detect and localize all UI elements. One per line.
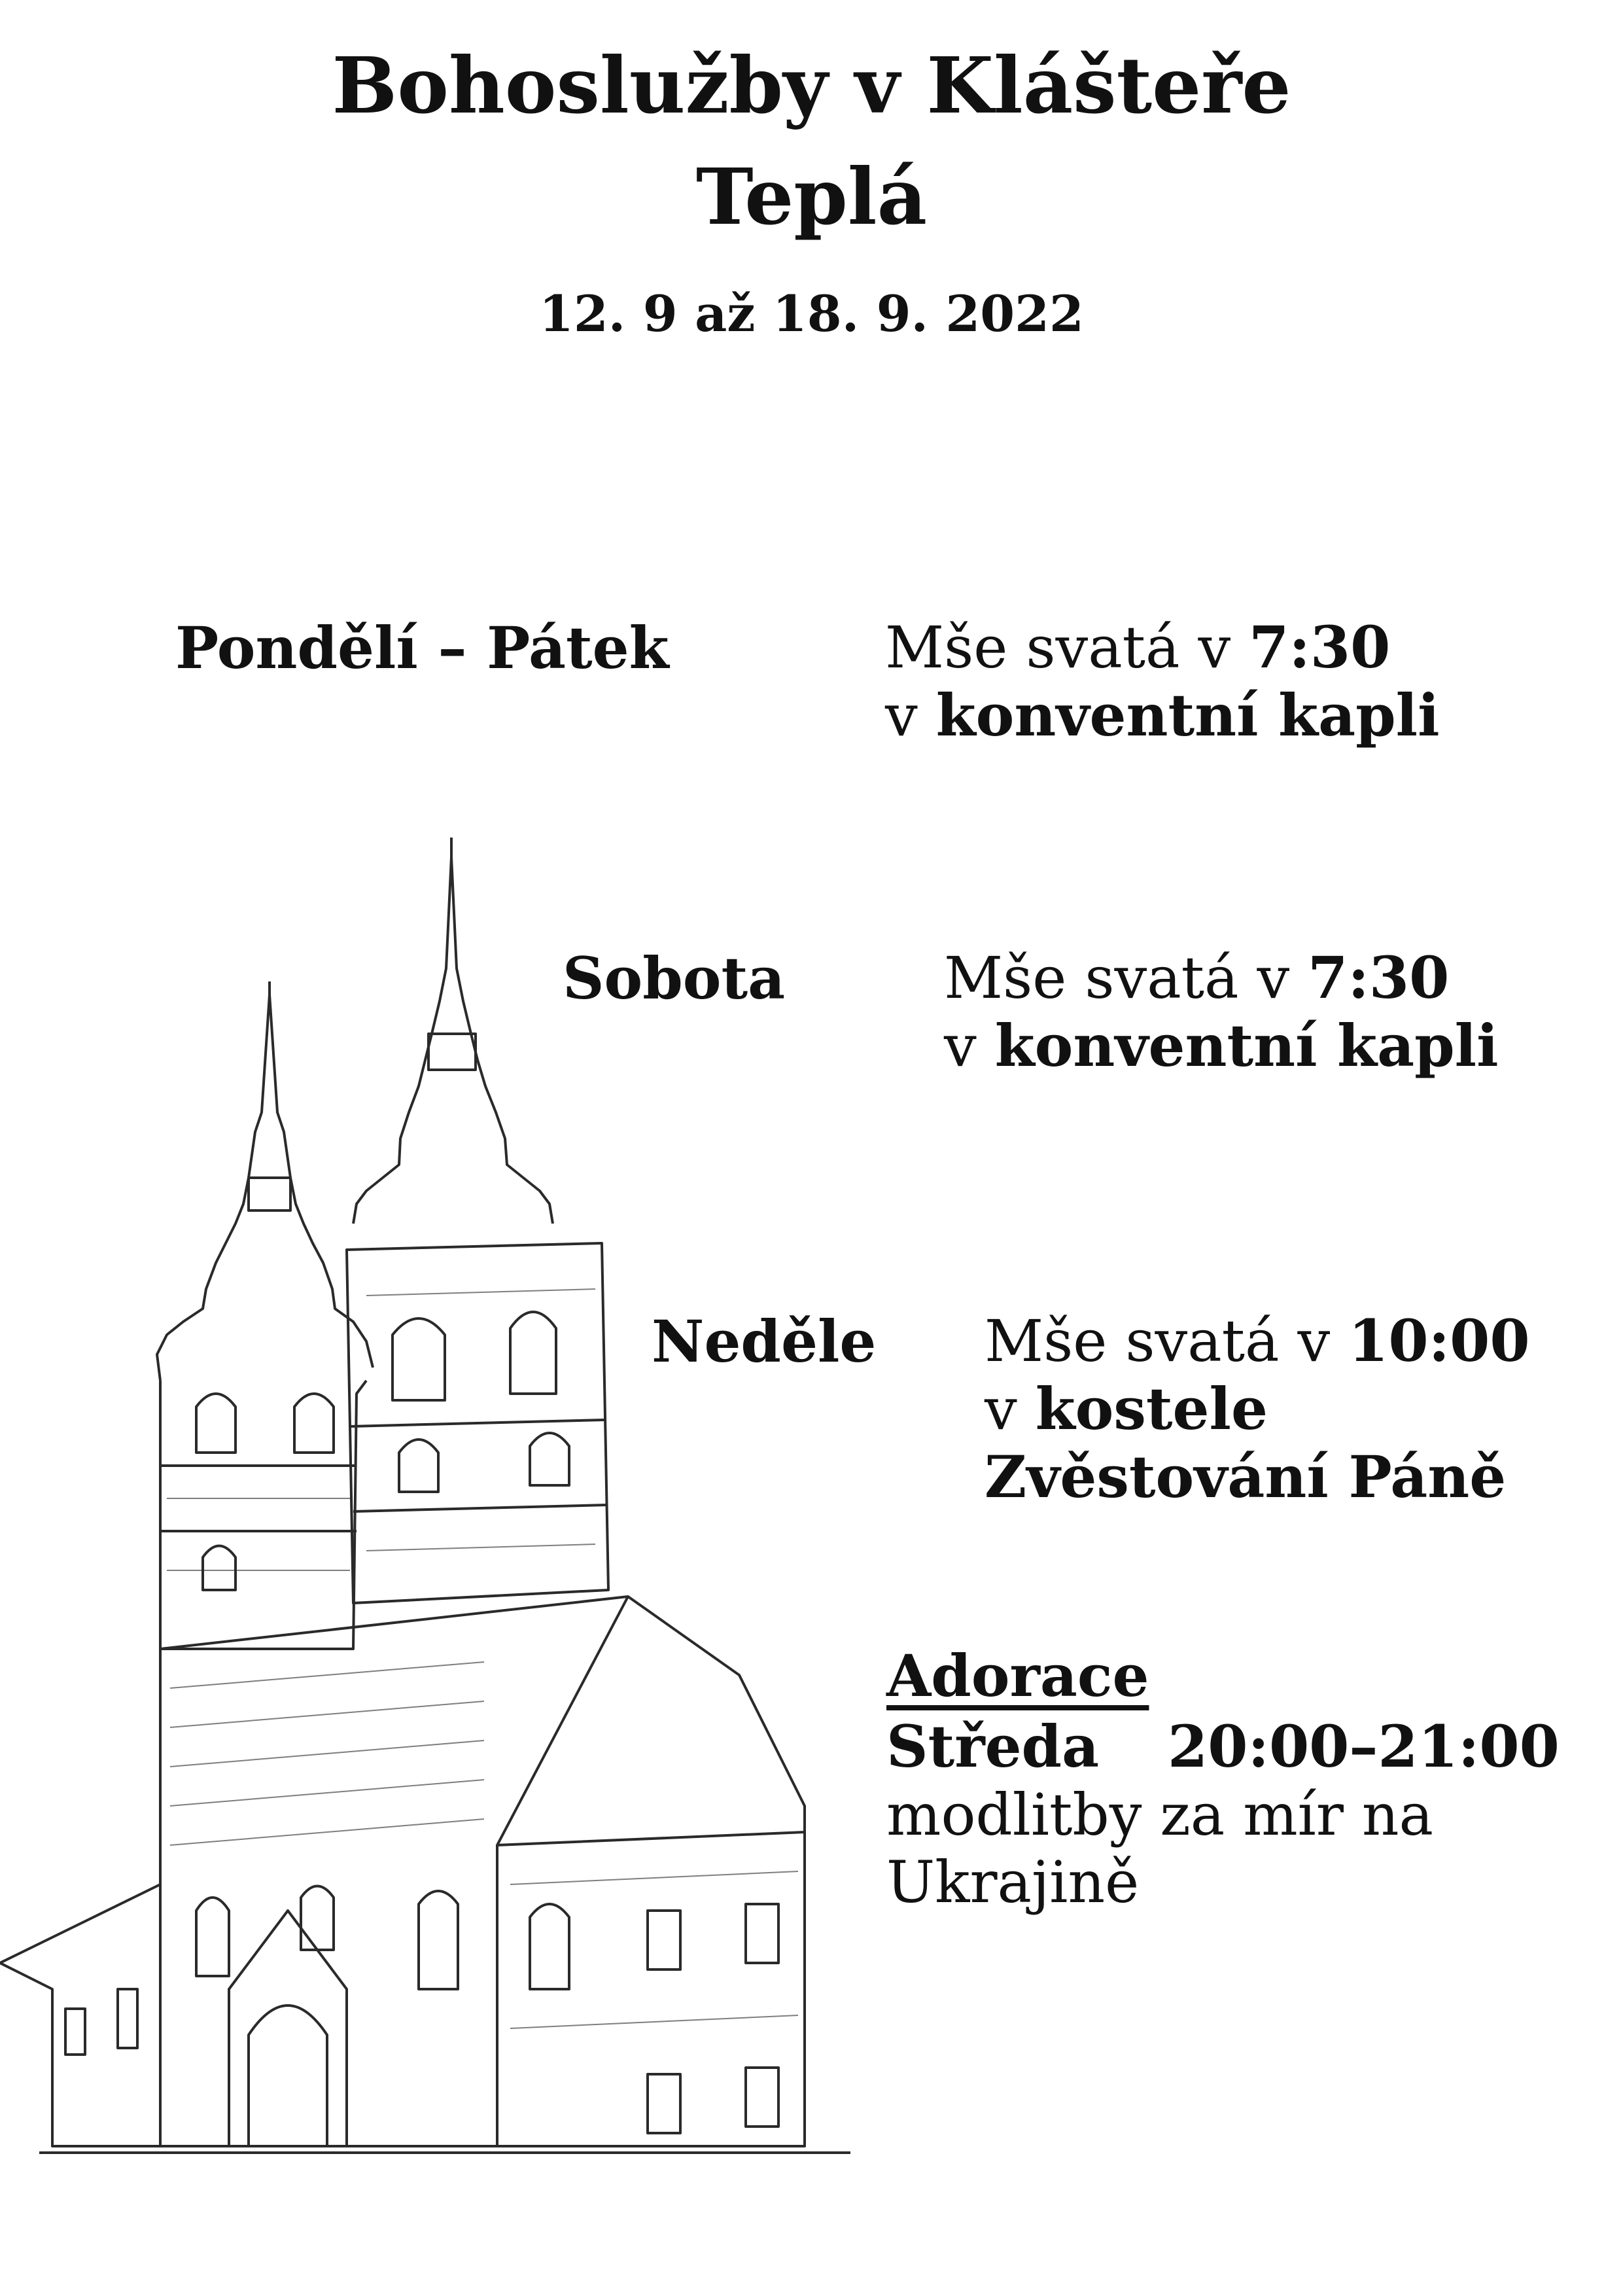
mass-prefix: Mše svatá v: [885, 614, 1249, 681]
location-prefix: v: [944, 1012, 995, 1080]
mass-prefix: Mše svatá v: [985, 1307, 1349, 1375]
mass-time: 7:30: [1249, 613, 1391, 681]
schedule-info-weekdays: [885, 614, 1440, 750]
mass-location: konventní kapli: [935, 680, 1440, 749]
location-prefix: v: [985, 1375, 1036, 1443]
mass-location-line-1: kostele: [1035, 1374, 1268, 1443]
mass-location-line-2: Zvěstování Páně: [985, 1442, 1507, 1511]
mass-location: konventní kapli: [994, 1011, 1499, 1080]
mass-time: 7:30: [1308, 944, 1450, 1012]
schedule-day-weekdays: Pondělí – Pátek: [175, 614, 669, 682]
location-prefix: v: [885, 681, 936, 749]
mass-prefix: Mše svatá v: [944, 944, 1308, 1012]
adoration-heading: Adorace: [886, 1642, 1149, 1710]
mass-time: 10:00: [1348, 1307, 1530, 1375]
adoration-intention-line-1: modlitby za mír na: [886, 1780, 1433, 1848]
church-sketch-icon: [0, 838, 916, 2277]
schedule-day-saturday: Sobota: [563, 944, 786, 1012]
adoration-time: 20:00–21:00: [1168, 1712, 1560, 1780]
schedule-day-sunday: Neděle: [652, 1307, 877, 1375]
schedule-info-saturday: [944, 944, 1499, 1080]
date-range: 12. 9 až 18. 9. 2022: [539, 285, 1084, 343]
adoration-block: [886, 1642, 1560, 1916]
page-title-line-2: Teplá: [695, 151, 928, 242]
page-title-line-1: Bohoslužby v Klášteře: [332, 40, 1291, 131]
adoration-day: Středa: [886, 1712, 1100, 1780]
adoration-intention-line-2: Ukrajině: [886, 1848, 1140, 1916]
schedule-info-sunday: [985, 1307, 1530, 1511]
